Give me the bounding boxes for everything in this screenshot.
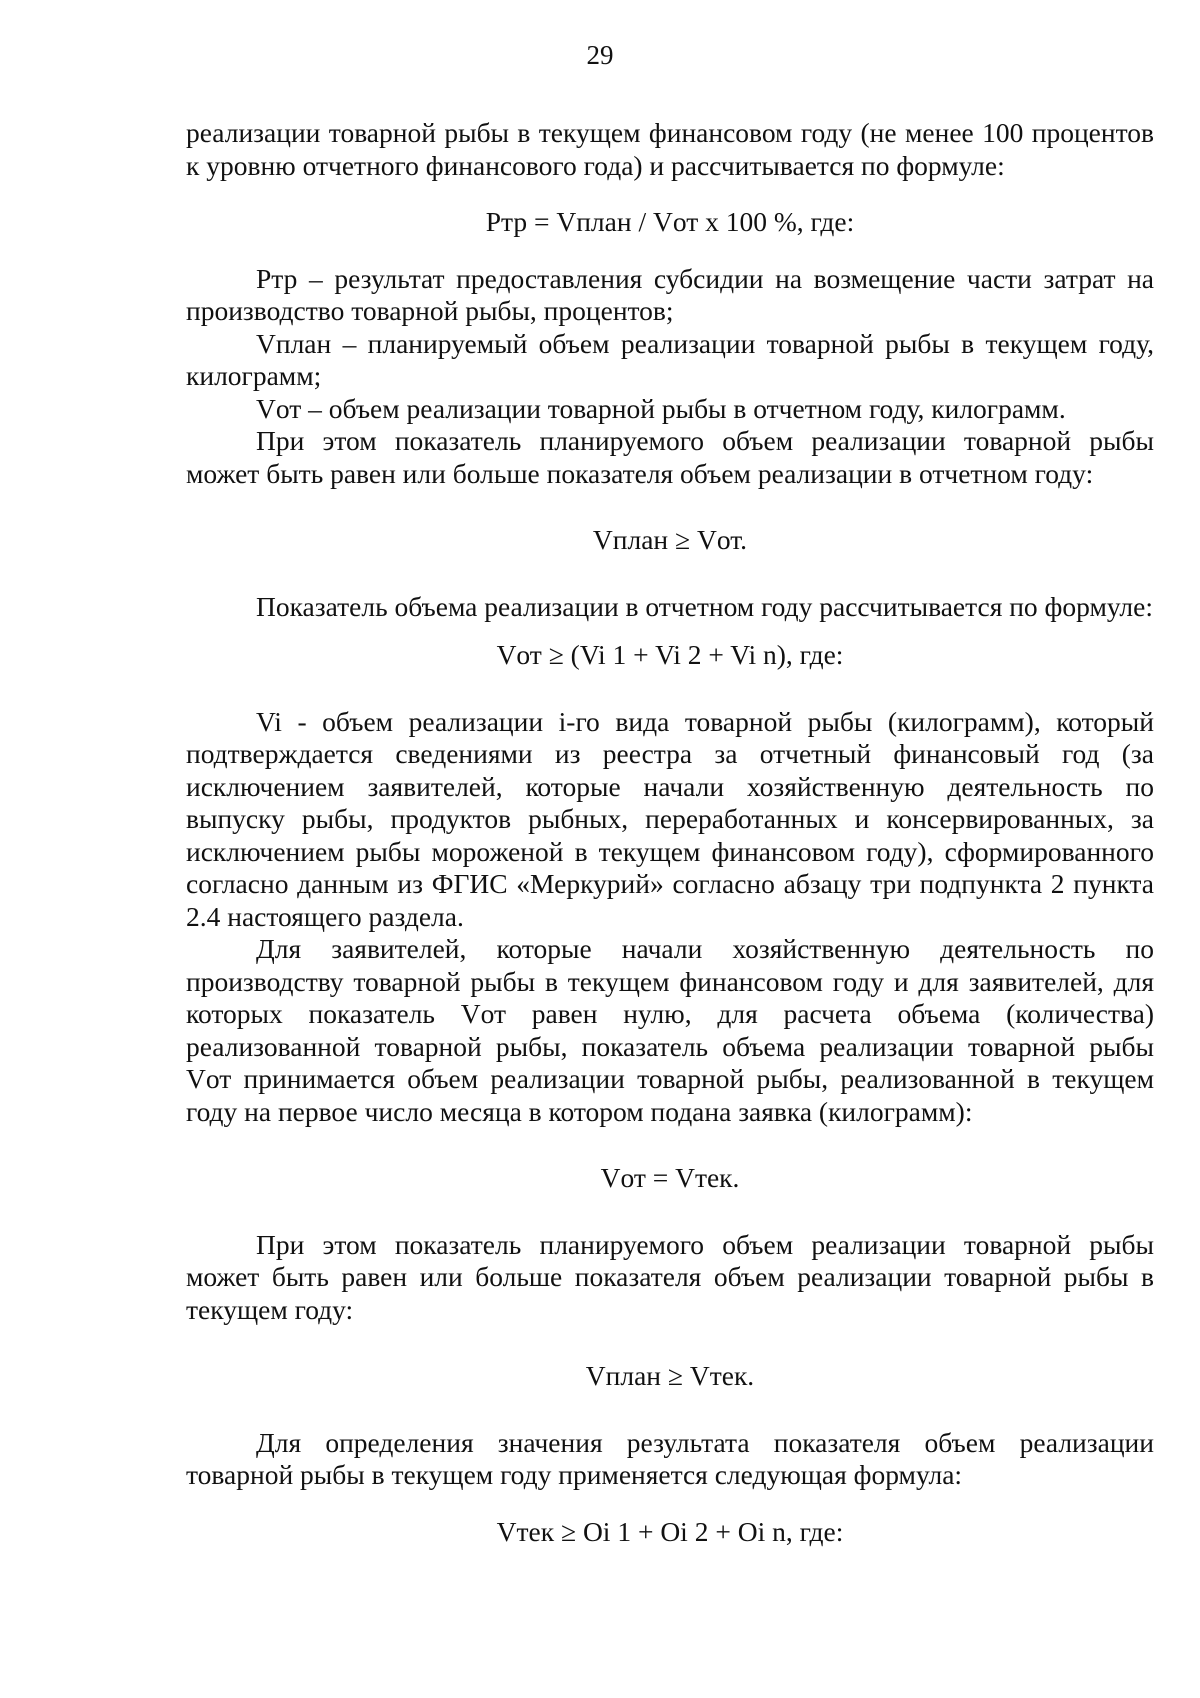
document-body	[186, 117, 1154, 1548]
paragraph-vtek-formula-intro: Для определения значения результата показателя объем реализации товарной рыбы в текущем году применяется следующая формула:	[186, 1426, 1154, 1490]
paragraph-vplan-condition: При этом показатель планируемого объем реализации товарной рыбы может быть равен или больше показателя объем реализации в отчетном году:	[186, 425, 1154, 489]
formula-vtek-sum: Vтек ≥ Oi 1 + Oi 2 + Oi n, где:	[496, 1515, 844, 1547]
paragraph-vplan-vtek-condition: При этом показатель планируемого объем реализации товарной рыбы может быть равен или больше показателя объем реализации товарной рыбы в текущем году:	[186, 1228, 1154, 1325]
paragraph-intro: реализации товарной рыбы в текущем финансовом году (не менее 100 процентов к уровню отчетного финансового года) и рассчитывается по формуле:	[186, 117, 1154, 181]
definition-ptr: Pтр – результат предоставления субсидии на возмещение части затрат на производство товарной рыбы, процентов;	[186, 262, 1154, 326]
formula-vot-eq-vtek: Vот = Vтек.	[600, 1162, 740, 1193]
paragraph-vi-definition: Vi - объем реализации i-го вида товарной рыбы (килограмм), который подтверждается сведениями из реестра за отчетный финансовый год (за исключением заявителей, которые начали хозяйственную деятельность по выпуску рыбы, продуктов рыбных, переработанных и консервированных, за исключением рыбы мороженой в текущем финансовом году), сформированного согласно данным из ФГИС «Меркурий» согласно абзацу три подпункта 2 пункта 2.4 настоящего раздела.	[186, 705, 1154, 932]
formula-vplan-ge-vot: Vплан ≥ Vот.	[592, 524, 748, 555]
formula-vplan-ge-vtek: Vплан ≥ Vтек.	[585, 1360, 755, 1391]
paragraph-new-applicants: Для заявителей, которые начали хозяйственную деятельность по производству товарной рыбы в текущем финансовом году и для заявителей, для которых показатель Vот равен нулю, для расчета объема (количества) реализованной товарной рыбы, показатель объема реализации товарной рыбы Vот принимается объем реализации товарной рыбы, реализованной в текущем году на первое число месяца в котором подана заявка (килограмм):	[186, 933, 1154, 1127]
formula-vot-sum: Vот ≥ (Vi 1 + Vi 2 + Vi n), где:	[496, 639, 844, 670]
definition-vot: Vот – объем реализации товарной рыбы в отчетном году, килограмм.	[256, 392, 1066, 424]
paragraph-vot-formula-intro: Показатель объема реализации в отчетном году рассчитывается по формуле:	[256, 590, 1153, 622]
formula-ptr: Pтр = Vплан / Vот х 100 %, где:	[485, 206, 855, 237]
definition-vplan: Vплан – планируемый объем реализации товарной рыбы в текущем году, килограмм;	[186, 327, 1154, 391]
page-number: 29	[586, 40, 614, 70]
